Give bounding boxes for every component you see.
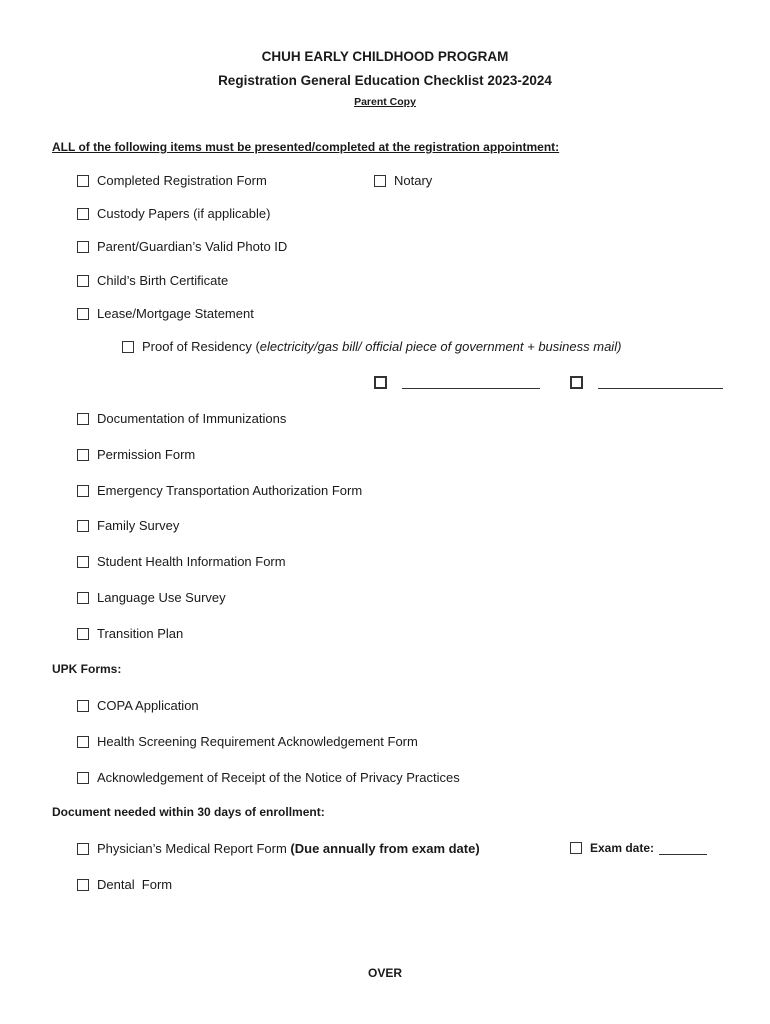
item-completed-registration[interactable]	[77, 173, 267, 188]
checkbox[interactable]	[122, 341, 134, 353]
checkbox[interactable]	[77, 485, 89, 497]
checkbox[interactable]	[374, 175, 386, 187]
item-permission[interactable]	[77, 447, 195, 462]
item-health-screening[interactable]	[77, 734, 418, 749]
page-subtitle: Registration General Education Checklist 2023-2024	[218, 73, 552, 88]
checkbox[interactable]	[570, 842, 582, 854]
item-label: Transition Plan	[97, 626, 184, 641]
item-proof-of-residency[interactable]	[122, 339, 621, 354]
page-title: CHUH EARLY CHILDHOOD PROGRAM	[261, 49, 509, 64]
checkbox[interactable]	[77, 208, 89, 220]
checkbox[interactable]	[77, 241, 89, 253]
item-photo-id[interactable]	[77, 239, 287, 254]
checkbox[interactable]	[570, 376, 583, 389]
item-immunizations[interactable]	[77, 411, 286, 426]
item-label: COPA Application	[97, 698, 199, 713]
checkbox[interactable]	[77, 700, 89, 712]
item-label: Permission Form	[97, 447, 196, 462]
item-birth-certificate[interactable]	[77, 273, 228, 288]
residency-blank-1[interactable]	[374, 376, 540, 389]
item-label: Acknowledgement of Receipt of the Notice of Privacy Practices	[97, 770, 460, 785]
exam-date-label: Exam date:	[590, 841, 655, 855]
item-label: Completed Registration Form	[97, 173, 267, 188]
checkbox[interactable]	[374, 376, 387, 389]
item-physician-report[interactable]	[77, 841, 480, 856]
checkbox[interactable]	[77, 520, 89, 532]
item-family-survey[interactable]	[77, 518, 179, 533]
copy-label: Parent Copy	[354, 96, 416, 108]
item-label: Lease/Mortgage Statement	[97, 306, 254, 321]
item-label: Parent/Guardian’s Valid Photo ID	[97, 239, 288, 254]
checkbox[interactable]	[77, 175, 89, 187]
item-transition-plan[interactable]	[77, 626, 183, 641]
fill-in-line[interactable]	[598, 376, 723, 389]
checkbox[interactable]	[77, 413, 89, 425]
item-label: Child’s Birth Certificate	[97, 273, 229, 288]
item-label: Documentation of Immunizations	[97, 411, 287, 426]
fill-in-line[interactable]	[402, 376, 540, 389]
checkbox[interactable]	[77, 556, 89, 568]
item-emergency-transportation[interactable]	[77, 483, 362, 498]
item-label: Language Use Survey	[97, 590, 226, 605]
checkbox[interactable]	[77, 772, 89, 784]
residency-blank-2[interactable]	[570, 376, 723, 389]
over-label: OVER	[367, 966, 402, 980]
item-custody[interactable]	[77, 206, 270, 221]
item-label: Dental Form	[97, 877, 173, 892]
checkbox[interactable]	[77, 275, 89, 287]
checkbox[interactable]	[77, 449, 89, 461]
item-label: Student Health Information Form	[97, 554, 286, 569]
checkbox[interactable]	[77, 308, 89, 320]
exam-date-field[interactable]	[659, 842, 707, 855]
item-label: Notary	[394, 173, 433, 188]
item-label: Physician’s Medical Report Form	[97, 841, 287, 856]
item-dental[interactable]	[77, 877, 172, 892]
checkbox[interactable]	[77, 592, 89, 604]
enrollment-heading: Document needed within 30 days of enrollment:	[52, 805, 325, 819]
item-note: electricity/gas bill/ official piece of government + business mail)	[259, 339, 622, 354]
item-exam-date[interactable]	[570, 841, 707, 855]
checkbox[interactable]	[77, 843, 89, 855]
item-notary[interactable]	[374, 173, 432, 188]
checkbox[interactable]	[77, 736, 89, 748]
item-health-information[interactable]	[77, 554, 286, 569]
item-copa[interactable]	[77, 698, 199, 713]
instructions: ALL of the following items must be presented/completed at the registration appointment:	[52, 140, 560, 154]
item-note: (Due annually from exam date)	[290, 841, 480, 856]
item-label: Proof of Residency (	[142, 339, 260, 354]
item-label: Custody Papers (if applicable)	[97, 206, 271, 221]
item-language-survey[interactable]	[77, 590, 226, 605]
upk-heading: UPK Forms:	[52, 662, 122, 676]
item-label: Emergency Transportation Authorization Form	[97, 483, 363, 498]
item-label: Health Screening Requirement Acknowledgement Form	[97, 734, 418, 749]
item-privacy-practices[interactable]	[77, 770, 460, 785]
checkbox[interactable]	[77, 879, 89, 891]
item-lease[interactable]	[77, 306, 254, 321]
item-label: Family Survey	[97, 518, 180, 533]
checkbox[interactable]	[77, 628, 89, 640]
